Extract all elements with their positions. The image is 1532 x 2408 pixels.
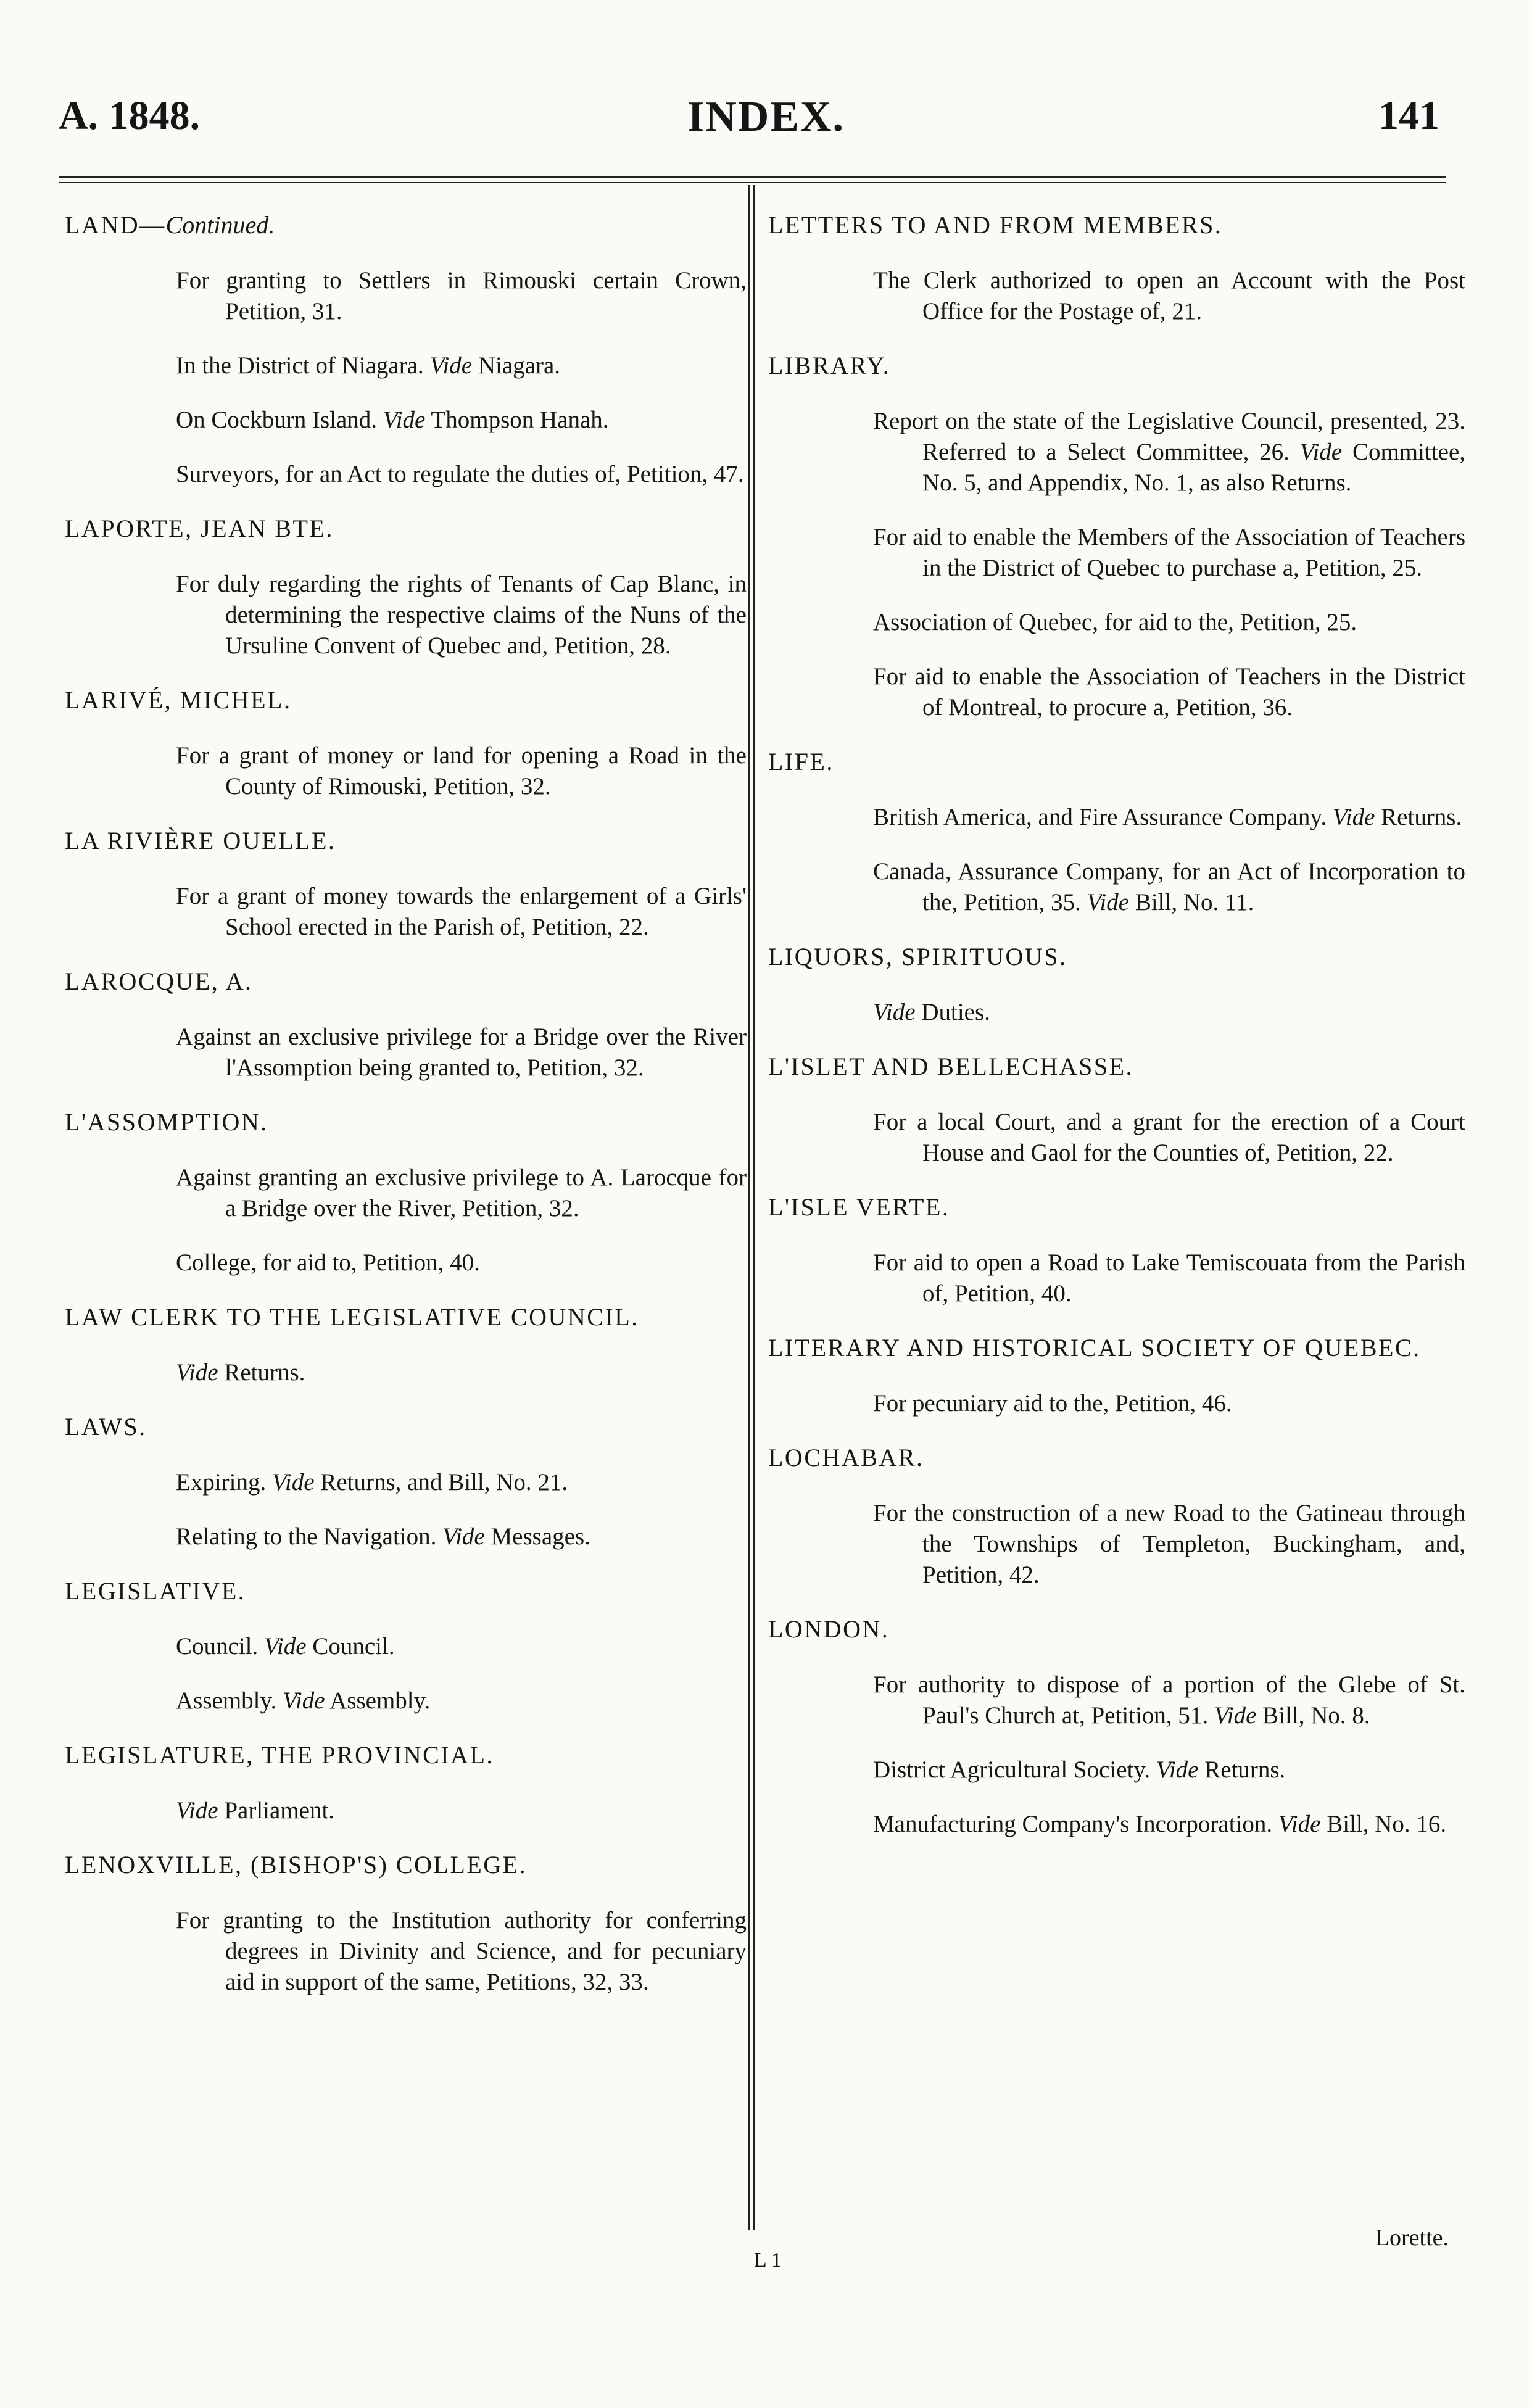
vide-reference: Vide bbox=[282, 1687, 325, 1714]
printer-signature: L 1 bbox=[754, 2249, 782, 2272]
entry-text: For the construction of a new Road to the Gatineau through the Townships of Templeton, Buckingham, and, Petition, 42. bbox=[873, 1500, 1465, 1588]
entry-reference: Council. bbox=[306, 1633, 395, 1660]
index-heading bbox=[65, 513, 747, 544]
vide-reference: Vide bbox=[873, 999, 916, 1025]
entry-text: Canada, Assurance Company, for an Act of Incorporation to the, Petition, 35. bbox=[873, 858, 1465, 916]
entry-text: Surveyors, for an Act to regulate the duties of, Petition, 47. bbox=[176, 461, 744, 487]
heading-text: LENOXVILLE, (BISHOP'S) COLLEGE. bbox=[65, 1851, 528, 1879]
index-entry bbox=[65, 265, 747, 327]
index-heading bbox=[65, 966, 747, 997]
index-entry bbox=[768, 1388, 1465, 1419]
heading-text: LOCHABAR. bbox=[768, 1444, 924, 1471]
entry-text: The Clerk authorized to open an Account with the Post Office for the Postage of, 21. bbox=[873, 267, 1465, 325]
heading-text: LA RIVIÈRE OUELLE. bbox=[65, 827, 336, 854]
index-entry bbox=[768, 1755, 1465, 1785]
index-heading bbox=[65, 1740, 747, 1771]
index-entry bbox=[768, 1107, 1465, 1169]
header-rule-secondary bbox=[59, 182, 1446, 183]
index-heading bbox=[65, 1412, 747, 1442]
heading-text: LAROCQUE, A. bbox=[65, 967, 253, 995]
heading-text: LIQUORS, SPIRITUOUS. bbox=[768, 943, 1067, 970]
heading-text: LAND— bbox=[65, 211, 166, 239]
index-entry bbox=[65, 405, 747, 436]
index-entry bbox=[65, 1467, 747, 1498]
entry-text: Against an exclusive privilege for a Bridge over the River l'Assomption being granted to, Petition, 32. bbox=[176, 1024, 747, 1081]
vide-reference: Vide bbox=[1278, 1811, 1321, 1837]
entry-text: For authority to dispose of a portion of the Glebe of St. Paul's Church at, Petition, 51. bbox=[873, 1671, 1465, 1729]
vide-reference: Vide bbox=[1332, 804, 1375, 830]
vide-reference: Vide bbox=[1214, 1702, 1257, 1729]
right-column bbox=[768, 210, 1465, 1863]
index-heading bbox=[768, 210, 1465, 241]
heading-continued: Continued. bbox=[165, 211, 275, 239]
entry-text: Relating to the Navigation. bbox=[176, 1523, 443, 1550]
index-entry bbox=[768, 1247, 1465, 1309]
index-heading bbox=[65, 685, 747, 716]
heading-text: LEGISLATURE, THE PROVINCIAL. bbox=[65, 1741, 494, 1769]
vide-reference: Vide bbox=[176, 1797, 218, 1824]
entry-text: For aid to enable the Association of Teachers in the District of Montreal, to procure a, Petition, 36. bbox=[873, 663, 1465, 721]
vide-reference: Vide bbox=[1087, 889, 1130, 916]
index-entry bbox=[65, 350, 747, 381]
entry-text: Report on the state of the Legislative Council, presented, 23. Referred to a Select Committee, 26. bbox=[873, 408, 1465, 465]
entry-reference: Duties. bbox=[915, 999, 990, 1025]
index-entry bbox=[768, 661, 1465, 723]
entry-text: District Agricultural Society. bbox=[873, 1756, 1156, 1783]
entry-text: Expiring. bbox=[176, 1469, 272, 1496]
entry-text: For a grant of money or land for opening a Road in the County of Rimouski, Petition, 32. bbox=[176, 742, 747, 800]
entry-reference: Assembly. bbox=[325, 1687, 431, 1714]
catchword: Lorette. bbox=[1375, 2225, 1449, 2251]
entry-reference: Returns. bbox=[218, 1359, 305, 1386]
index-entry bbox=[65, 1022, 747, 1083]
entry-reference: Returns. bbox=[1375, 804, 1462, 830]
index-entry bbox=[768, 1669, 1465, 1731]
index-entry bbox=[65, 1795, 747, 1826]
heading-text: LAW CLERK TO THE LEGISLATIVE COUNCIL. bbox=[65, 1303, 639, 1331]
index-entry bbox=[65, 569, 747, 661]
vide-reference: Vide bbox=[271, 1469, 315, 1496]
heading-text: L'ISLE VERTE. bbox=[768, 1193, 950, 1221]
index-entry bbox=[65, 459, 747, 490]
entry-text: In the District of Niagara. bbox=[176, 352, 430, 379]
heading-text: LARIVÉ, MICHEL. bbox=[65, 686, 292, 714]
entry-text: For granting to Settlers in Rimouski certain Crown, Petition, 31. bbox=[176, 267, 747, 325]
entry-text: British America, and Fire Assurance Company. bbox=[873, 804, 1333, 830]
heading-text: LONDON. bbox=[768, 1615, 890, 1643]
index-entry bbox=[768, 607, 1465, 638]
vide-reference: Vide bbox=[383, 407, 426, 433]
entry-text: For duly regarding the rights of Tenants of Cap Blanc, in determining the respective claims of the Nuns of the Ursuline Convent of Quebec and, Petition, 28. bbox=[176, 571, 747, 659]
index-heading bbox=[65, 1850, 747, 1880]
heading-text: LEGISLATIVE. bbox=[65, 1577, 246, 1605]
index-entry bbox=[65, 740, 747, 802]
index-entry bbox=[65, 1521, 747, 1552]
entry-text: For granting to the Institution authority for conferring degrees in Divinity and Science, and for pecuniary aid in support of the same, Petitions, 32, 33. bbox=[176, 1907, 747, 1995]
index-entry bbox=[768, 802, 1465, 833]
entry-text: Manufacturing Company's Incorporation. bbox=[873, 1811, 1278, 1837]
heading-text: LAWS. bbox=[65, 1413, 147, 1441]
entry-text: For aid to enable the Members of the Association of Teachers in the District of Quebec to purchase a, Petition, 25. bbox=[873, 524, 1465, 581]
vide-reference: Vide bbox=[176, 1359, 218, 1386]
page-title: INDEX. bbox=[687, 93, 845, 141]
index-heading bbox=[65, 210, 747, 241]
index-entry bbox=[65, 1247, 747, 1278]
index-entry bbox=[65, 1162, 747, 1224]
heading-text: LETTERS TO AND FROM MEMBERS. bbox=[768, 211, 1223, 239]
session-year: A. 1848. bbox=[59, 93, 201, 138]
index-entry bbox=[768, 1498, 1465, 1591]
index-heading bbox=[65, 825, 747, 856]
index-entry bbox=[65, 1631, 747, 1662]
vide-reference: Vide bbox=[429, 352, 473, 379]
heading-text: LITERARY AND HISTORICAL SOCIETY OF QUEBEC. bbox=[768, 1334, 1421, 1362]
index-entry bbox=[65, 1905, 747, 1998]
index-heading bbox=[768, 1333, 1465, 1363]
entry-text: For a grant of money towards the enlargement of a Girls' School erected in the Parish of, Petition, 22. bbox=[176, 883, 747, 940]
entry-reference: Niagara. bbox=[472, 352, 561, 379]
entry-text: For pecuniary aid to the, Petition, 46. bbox=[873, 1390, 1232, 1417]
index-entry bbox=[768, 406, 1465, 499]
index-entry bbox=[768, 265, 1465, 327]
index-heading bbox=[65, 1107, 747, 1138]
heading-text: L'ISLET AND BELLECHASSE. bbox=[768, 1053, 1134, 1080]
entry-text: Association of Quebec, for aid to the, Petition, 25. bbox=[873, 609, 1357, 635]
index-heading bbox=[768, 1192, 1465, 1223]
heading-text: LIBRARY. bbox=[768, 352, 891, 379]
entry-text: For aid to open a Road to Lake Temiscouata from the Parish of, Petition, 40. bbox=[873, 1249, 1465, 1307]
entry-text: Assembly. bbox=[176, 1687, 283, 1714]
entry-reference: Returns, and Bill, No. 21. bbox=[314, 1469, 568, 1496]
vide-reference: Vide bbox=[1299, 439, 1343, 465]
page-number: 141 bbox=[1378, 93, 1439, 138]
index-entry bbox=[65, 1686, 747, 1716]
index-entry bbox=[65, 1357, 747, 1388]
entry-text: Council. bbox=[176, 1633, 264, 1660]
left-column bbox=[65, 210, 747, 2021]
index-entry bbox=[65, 881, 747, 943]
entry-text: College, for aid to, Petition, 40. bbox=[176, 1249, 480, 1276]
heading-text: L'ASSOMPTION. bbox=[65, 1108, 268, 1136]
entry-reference: Messages. bbox=[484, 1523, 590, 1550]
index-heading bbox=[65, 1302, 747, 1333]
index-entry bbox=[768, 1809, 1465, 1840]
vide-reference: Vide bbox=[264, 1633, 307, 1660]
entry-reference: Parliament. bbox=[218, 1797, 335, 1824]
index-heading bbox=[768, 941, 1465, 972]
index-heading bbox=[65, 1576, 747, 1607]
entry-reference: Bill, No. 11. bbox=[1129, 889, 1254, 916]
index-heading bbox=[768, 747, 1465, 777]
column-divider bbox=[748, 185, 755, 2230]
index-heading bbox=[768, 1051, 1465, 1082]
heading-text: LIFE. bbox=[768, 748, 834, 776]
index-heading bbox=[768, 350, 1465, 381]
entry-reference: Returns. bbox=[1198, 1756, 1286, 1783]
index-heading bbox=[768, 1442, 1465, 1473]
vide-reference: Vide bbox=[1156, 1756, 1199, 1783]
index-entry bbox=[768, 522, 1465, 584]
heading-text: LAPORTE, JEAN BTE. bbox=[65, 515, 334, 542]
vide-reference: Vide bbox=[442, 1523, 485, 1550]
entry-reference: Committee, No. 5, and Appendix, No. 1, as also Returns. bbox=[922, 439, 1466, 496]
index-heading bbox=[768, 1614, 1465, 1645]
index-entry bbox=[768, 997, 1465, 1028]
header-rule bbox=[59, 176, 1446, 178]
index-entry bbox=[768, 856, 1465, 918]
entry-reference: Bill, No. 8. bbox=[1256, 1702, 1370, 1729]
entry-reference: Bill, No. 16. bbox=[1320, 1811, 1447, 1837]
entry-text: Against granting an exclusive privilege to A. Larocque for a Bridge over the River, Petition, 32. bbox=[176, 1164, 747, 1222]
entry-text: On Cockburn Island. bbox=[176, 407, 383, 433]
entry-reference: Thompson Hanah. bbox=[425, 407, 609, 433]
entry-text: For a local Court, and a grant for the erection of a Court House and Gaol for the Counties of, Petition, 22. bbox=[873, 1109, 1465, 1166]
